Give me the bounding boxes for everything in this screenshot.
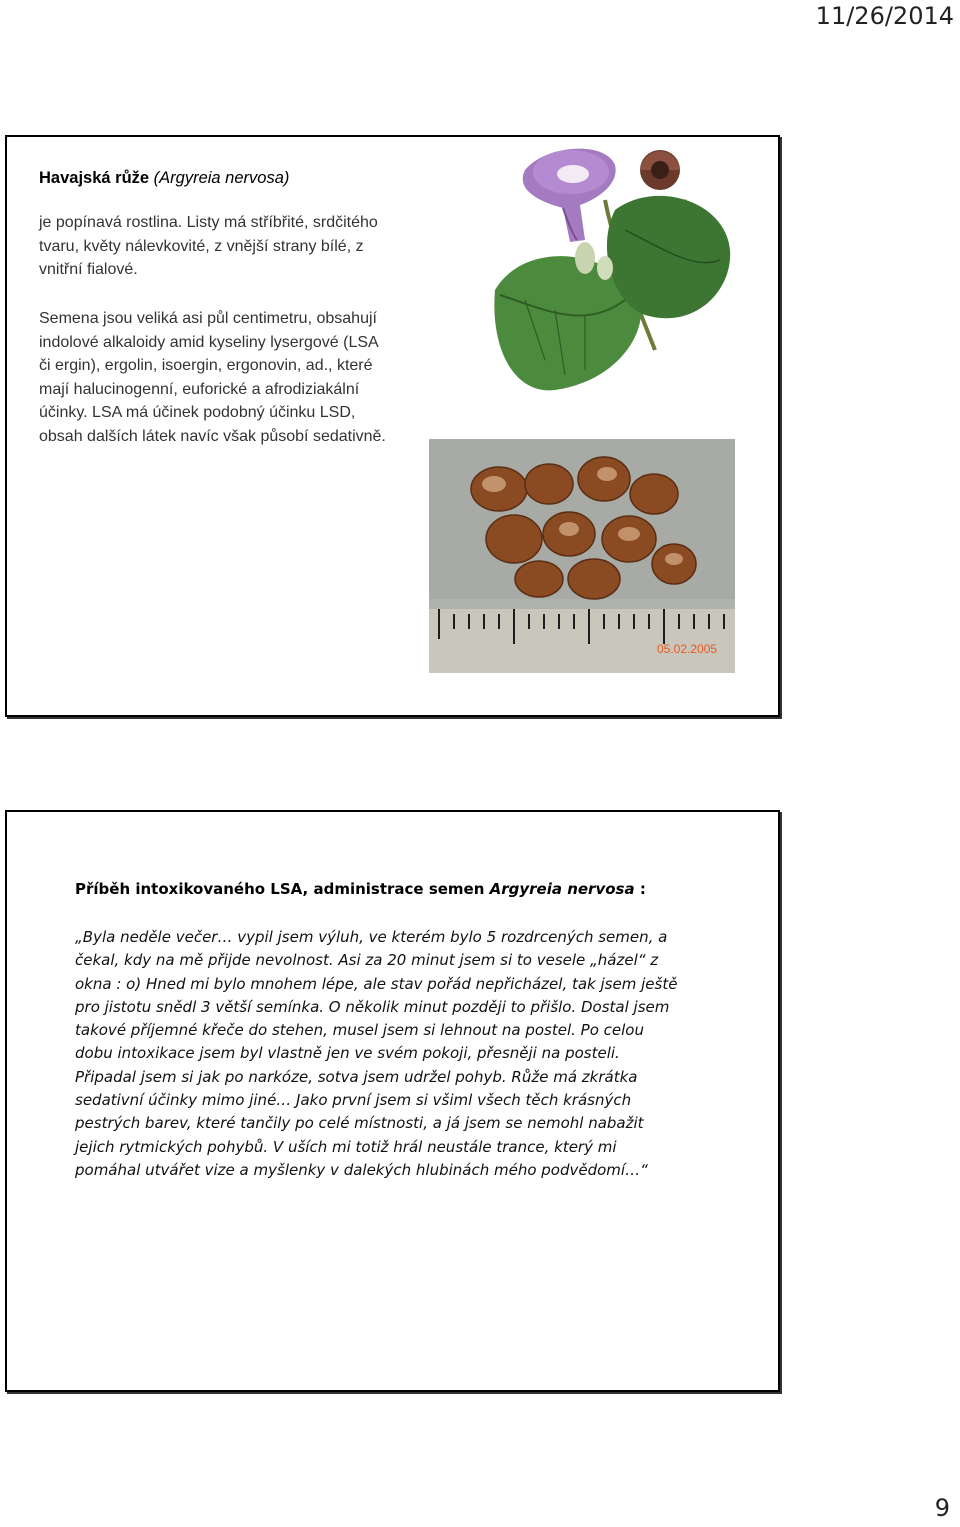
- story-quote: „Byla neděle večer… vypil jsem výluh, ve kterém bylo 5 rozdrcených semen, a čekal, kdy na mě přijde nevolnost. Asi za 20 minut jsem si to vesele „házel“ z okna : o) Hned mi bylo mnohem lépe, ale stav pořád nepřicházel, tak jsem ještě pro jistotu snědl 3 větší semínka. O několik minut později to přišlo. Dostal jsem takové příjemné křeče do stehen, musel jsem si lehnout na postel. Po celou dobu intoxikace jsem byl vlastně jen ve svém pokoji, přesněji na posteli. Připadal jsem si jak po narkóze, sotva jsem udržel pohyb. Růže má zkrátka sedativní účinky mimo jiné… Jako první jsem si všiml všech těch krásných pestrých barev, které tančily po celé místnosti, a já jsem se nemohl nabažit jejich rytmických pohybů. V uších mi totiž hrál neustále trance, který mi pomáhal utvářet vize a myšlenky v dalekých hlubinách mého podvědomí…“: [75, 928, 678, 1179]
- seeds-paragraph: Semena jsou veliká asi půl centimetru, obsahují indolové alkaloidy amid kyseliny lysergové (LSA či ergin), ergolin, isoergin, ergonovin, ad., které mají halucinogenní, euforické a afrodiziakální účinky. LSA má účinek podobný účinku LSD, obsah dalších látek navíc však působí sedativně.: [39, 310, 386, 445]
- title-latin-name: Argyreia nervosa: [489, 880, 635, 898]
- title-end: :: [634, 880, 646, 898]
- slide-title: [39, 169, 289, 188]
- page-number: 9: [934, 1494, 950, 1522]
- slide-pribeh: [5, 810, 780, 1392]
- title-text: Havajská růže: [39, 169, 154, 187]
- title-text: Příběh intoxikovaného LSA, administrace semen: [75, 880, 490, 898]
- photo-date-stamp: 05.02.2005: [657, 642, 718, 656]
- seeds-photo: [429, 439, 735, 673]
- description-paragraph: je popínavá rostlina. Listy má stříbřité, srdčitého tvaru, květy nálevkovité, z vnější strany bílé, z vnitřní fialové.: [39, 214, 378, 278]
- flower-illustration: [485, 140, 735, 430]
- slide-title: [75, 880, 646, 898]
- page-date: 11/26/2014: [815, 2, 954, 30]
- title-latin-name: (Argyreia nervosa): [153, 169, 290, 187]
- slide-havajska-ruze: [5, 135, 780, 717]
